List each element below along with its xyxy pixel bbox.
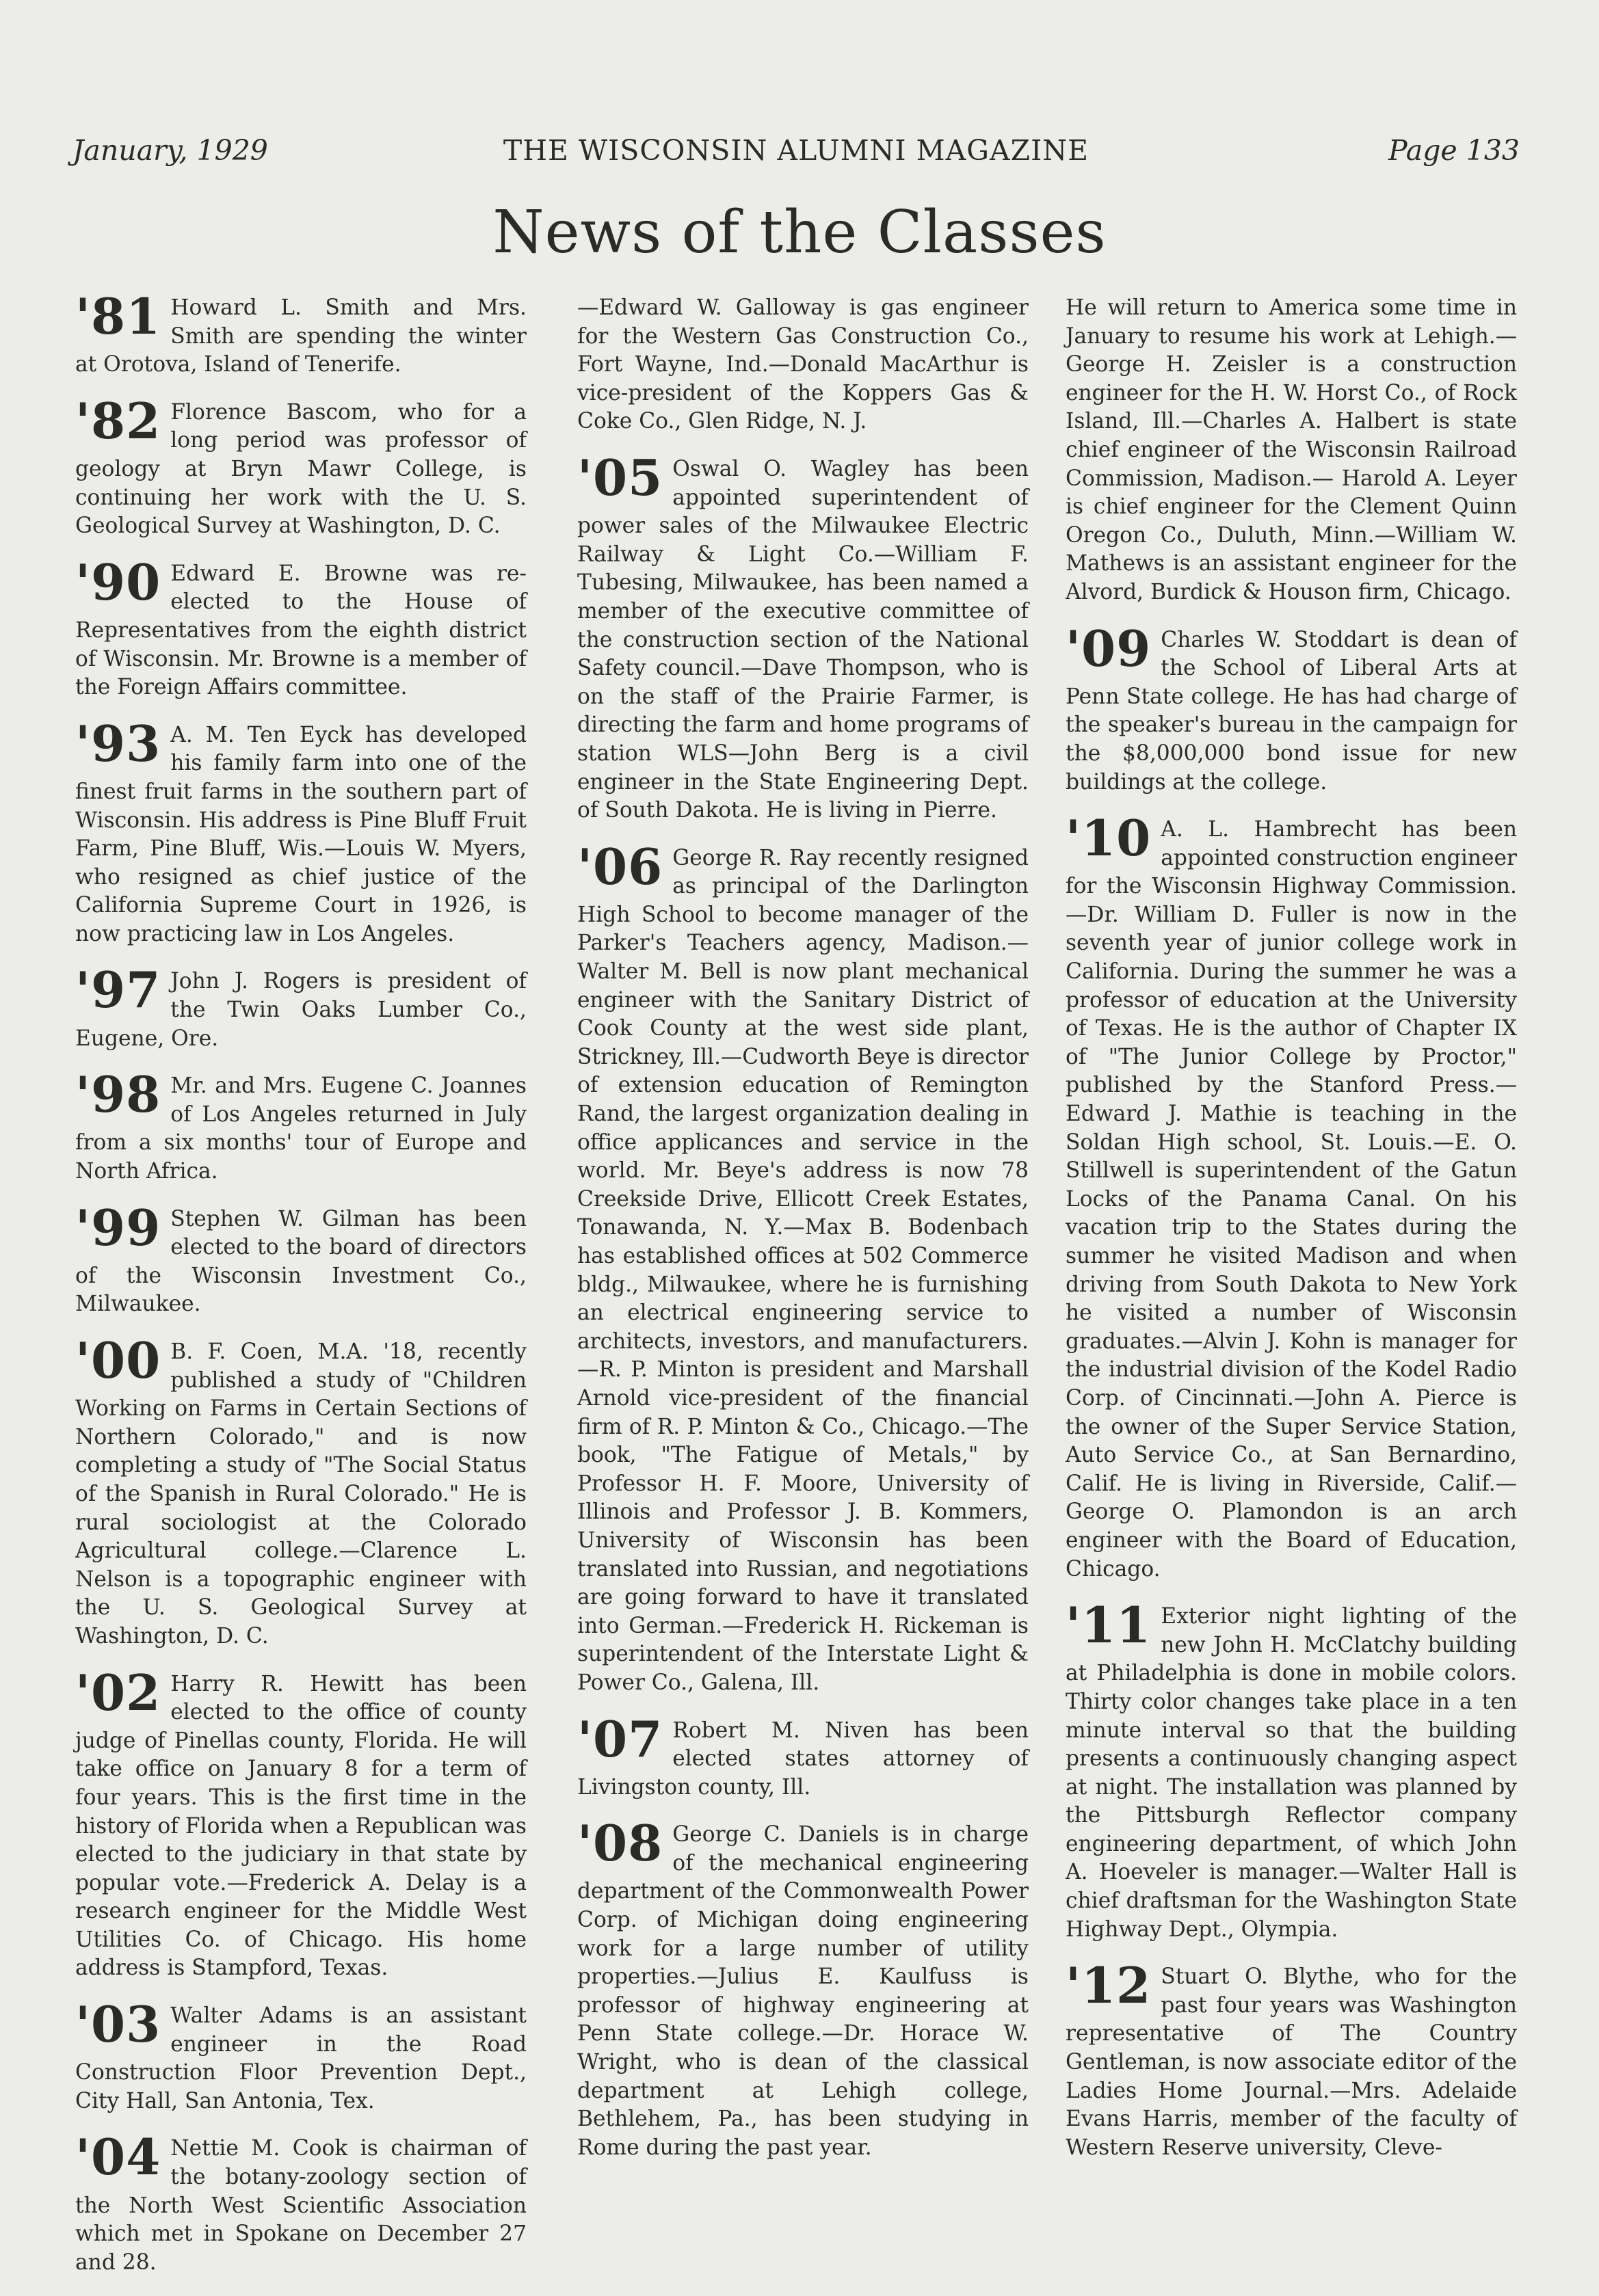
entry-text: George R. Ray recently resigned as principal of the Darlington High School to become manager of the Parker's Teachers agency, Madison.—Walter M. Bell is now plant mechanical engineer with the Sanitary District of Cook County at the west side plant, Strickney, Ill.—Cudworth Beye is director of extension education of Remington Rand, the largest organization dealing in office applicances and service in the world. Mr. Beye's address is now 78 Creekside Drive, Ellicott Creek Estates, Tonawanda, N. Y.—Max B. Bodenbach has established offices at 502 Commerce bldg., Milwaukee, where he is furnishing an electrical engineering service to architects, investors, and manufacturers.—R. P. Minton is president and Marshall Arnold vice-president of the financial firm of R. P. Minton & Co., Chicago.—The book, "The Fatigue of Metals," by Professor H. F. Moore, University of Illinois and Professor J. B. Kommers, University of Wisconsin has been translated into Russian, and negotiations are going forward to have it translated into German.—Frederick H. Rickeman is superintendent of the Interstate Light & Power Co., Galena, Ill. (577, 845, 1029, 1695)
entry-text: Howard L. Smith and Mrs. Smith are spending the winter at Orotova, Island of Tenerife. (75, 295, 527, 377)
class-entry (75, 961, 527, 1053)
entry-text: A. M. Ten Eyck has developed his family farm into one of the finest fruit farms in the southern part of Wisconsin. His address is Pine Bluff Fruit Farm, Pine Bluff, Wis.—Louis W. Myers, who resigned as chief justice of the California Supreme Court in 1926, is now practicing law in Los Angeles. (75, 722, 527, 946)
class-entry (75, 552, 527, 702)
class-year: '05 (577, 448, 663, 507)
entry-text: Mr. and Mrs. Eugene C. Joannes of Los Angeles returned in July from a six months' tour of Europe and North Africa. (75, 1073, 527, 1184)
class-entry (577, 837, 1029, 1698)
entry-text: Nettie M. Cook is chairman of the botany-zoology section of the North West Scientific Association which met in Spokane on December 27 and 28. (75, 2136, 527, 2275)
class-entry (1066, 1596, 1517, 1944)
class-entry (75, 1198, 527, 1319)
column-1 (75, 287, 527, 2296)
class-year: '00 (75, 1331, 161, 1389)
continued-text: —Edward W. Galloway is gas engineer for the Western Gas Construction Co., Fort Wayne, Ind.—Donald MacArthur is vice-president of the Koppers Gas & Coke Co., Glen Ridge, N. J. (577, 295, 1029, 434)
entry-text: Florence Bascom, who for a long period was professor of geology at Bryn Mawr College, is continuing her work with the U. S. Geological Survey at Washington, D. C. (75, 399, 527, 539)
class-entry (75, 1995, 527, 2115)
class-entry (75, 287, 527, 379)
class-year: '99 (75, 1198, 161, 1257)
class-entry (75, 391, 527, 541)
column-2 (577, 294, 1029, 2181)
entry-text: Stephen W. Gilman has been elected to the board of directors of the Wisconsin Investment Co., Milwaukee. (75, 1206, 527, 1317)
class-year: '02 (75, 1663, 161, 1722)
class-year: '98 (75, 1065, 161, 1124)
entry-text: George C. Daniels is in charge of the mechanical engineering department of the Commonwealth Power Corp. of Michigan doing engineering work for a large number of utility properties.—Julius E. Kaulfuss is professor of highway engineering at Penn State college.—Dr. Horace W. Wright, who is dean of the classical department at Lehigh college, Bethlehem, Pa., has been studying in Rome during the past year. (577, 1822, 1029, 2160)
class-entry (577, 1709, 1029, 1802)
class-entry (75, 1663, 527, 1984)
column-3 (1066, 294, 1517, 2181)
entry-text: Edward E. Browne was re-elected to the House of Representatives from the eighth district of Wisconsin. Mr. Browne is a member of the Foreign Affairs committee. (75, 561, 527, 700)
entry-text: Charles W. Stoddart is dean of the School of Liberal Arts at Penn State college. He has had charge of the speaker's bureau in the campaign for the $8,000,000 bond issue for new buildings at the college. (1066, 627, 1517, 795)
class-entry (1066, 809, 1517, 1584)
entry-text: Harry R. Hewitt has been elected to the office of county judge of Pinellas county, Florida. He will take office on January 8 for a term of four years. This is the first time in the history of Florida when a Republican was elected to the judiciary in that state by popular vote.—Frederick A. Delay is a research engineer for the Middle West Utilities Co. of Chicago. His home address is Stampford, Texas. (75, 1671, 527, 1981)
class-year: '12 (1066, 1956, 1152, 2015)
class-year: '82 (75, 391, 161, 450)
class-entry (75, 1331, 527, 1651)
class-entry (577, 448, 1029, 825)
magazine-name: THE WISCONSIN ALUMNI MAGAZINE (503, 134, 1089, 167)
class-year: '81 (75, 287, 161, 345)
entry-text: Exterior night lighting of the new John H. McClatchy building at Philadelphia is done in mobile colors. Thirty color changes take place in a ten minute interval so that the building presents a continuously changing aspect at night. The installation was planned by the Pittsburgh Reflector company engineering department, of which John A. Hoeveler is manager.—Walter Hall is chief draftsman for the Washington State Highway Dept., Olympia. (1066, 1604, 1517, 1942)
entry-text: John J. Rogers is president of the Twin Oaks Lumber Co., Eugene, Ore. (75, 969, 527, 1051)
class-entry (1066, 619, 1517, 797)
class-year: '07 (577, 1709, 663, 1768)
class-entry (577, 1814, 1029, 2162)
class-year: '97 (75, 961, 161, 1019)
class-year: '09 (1066, 619, 1152, 678)
class-year: '06 (577, 837, 663, 896)
entry-text: Walter Adams is an assistant engineer in the Road Construction Floor Prevention Dept., City Hall, San Antonia, Tex. (75, 2003, 527, 2113)
class-year: '04 (75, 2128, 161, 2187)
entry-text: Oswal O. Wagley has been appointed superintendent of power sales of the Milwaukee Electric Railway & Light Co.—William F. Tubesing, Milwaukee, has been named a member of the executive committee of the construction section of the National Safety council.—Dave Thompson, who is on the staff of the Prairie Farmer, is directing the farm and home programs of station WLS—John Berg is a civil engineer in the State Engineering Dept. of South Dakota. He is living in Pierre. (577, 456, 1029, 823)
entry-text: A. L. Hambrecht has been appointed construction engineer for the Wisconsin Highway Commission.—Dr. William D. Fuller is now in the seventh year of junior college work in California. During the summer he was a professor of education at the University of Texas. He is the author of Chapter IX of "The Junior College by Proctor," published by the Stanford Press.—Edward J. Mathie is teaching in the Soldan High school, St. Louis.—E. O. Stillwell is superintendent of the Gatun Locks of the Panama Canal. On his vacation trip to the States during the summer he visited Madison and when driving from South Dakota to New York he visited a number of Wisconsin graduates.—Alvin J. Kohn is manager for the industrial division of the Kodel Radio Corp. of Cincinnati.—John A. Pierce is the owner of the Super Service Station, Auto Service Co., at San Bernardino, Calif. He is living in Riverside, Calif.—George O. Plamondon is an arch engineer with the Board of Education, Chicago. (1066, 817, 1517, 1581)
class-year: '08 (577, 1814, 663, 1873)
class-year: '10 (1066, 809, 1152, 868)
class-year: '03 (75, 1995, 161, 2054)
class-entry (75, 714, 527, 949)
entry-text: B. F. Coen, M.A. '18, recently published a study of "Children Working on Farms in Certain Sections of Northern Colorado," and is now completing a study of "The Social Status of the Spanish in Rural Colorado." He is rural sociologist at the Colorado Agricultural college.—Clarence L. Nelson is a topographic engineer with the U. S. Geological Survey at Washington, D. C. (75, 1339, 527, 1648)
continued-text: He will return to America some time in January to resume his work at Lehigh.—George H. Zeisler is a construction engineer for the H. W. Horst Co., of Rock Island, Ill.—Charles A. Halbert is state chief engineer of the Wisconsin Railroad Commission, Madison.— Harold A. Leyer is chief engineer for the Clement Quinn Oregon Co., Duluth, Minn.—William W. Mathews is an assistant engineer for the Alvord, Burdick & Houson firm, Chicago. (1066, 295, 1517, 604)
class-entry (75, 2128, 527, 2277)
entry-text: Robert M. Niven has been elected states attorney of Livingston county, Ill. (577, 1718, 1029, 1800)
issue-date: January, 1929 (72, 134, 268, 167)
class-year: '90 (75, 552, 161, 611)
class-entry (1066, 1956, 1517, 2162)
class-year: '93 (75, 714, 161, 773)
page-header (72, 134, 1520, 175)
section-title: News of the Classes (492, 198, 1107, 267)
class-year: '11 (1066, 1596, 1152, 1655)
page-number: Page 133 (1388, 134, 1520, 167)
entry-text: Stuart O. Blythe, who for the past four years was Washington representative of The Country Gentleman, is now associate editor of the Ladies Home Journal.—Mrs. Adelaide Evans Harris, member of the faculty of Western Reserve university, Cleve- (1066, 1964, 1517, 2160)
class-entry (75, 1065, 527, 1186)
